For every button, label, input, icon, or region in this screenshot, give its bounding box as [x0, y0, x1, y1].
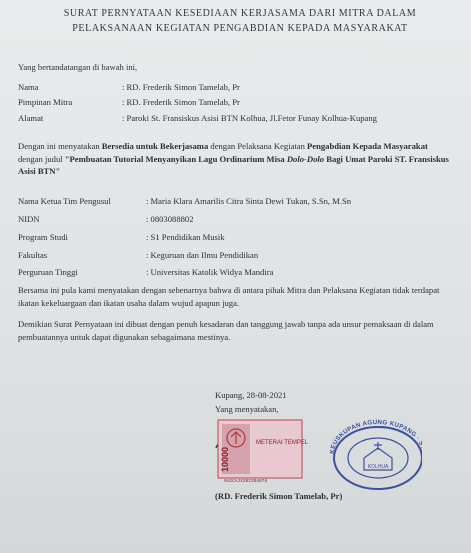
statement-bold: Pengabdian Kepada Masyarakat	[307, 141, 428, 151]
meterai-and-stamp	[212, 414, 422, 490]
nidn-row	[18, 214, 458, 224]
signatory-name-row	[18, 82, 458, 92]
signer-name: (RD. Frederik Simon Tamelab, Pr)	[215, 491, 343, 501]
declarant-label: Yang menyatakan,	[215, 404, 279, 414]
statement-text: dengan Pelaksana Kegiatan	[208, 141, 308, 151]
field-value: : 0803088802	[146, 214, 194, 224]
statement-text: dengan judul	[18, 153, 65, 164]
field-value: : S1 Pendidikan Musik	[146, 232, 225, 242]
statement-bold: Bersedia untuk Bekerjasama	[101, 141, 209, 151]
field-value: : Keguruan dan Ilmu Pendidikan	[146, 250, 259, 260]
team-leader-row	[18, 196, 458, 206]
meterai-label: METERAI TEMPEL	[256, 440, 309, 446]
meterai-icon	[218, 420, 309, 484]
field-value: : Universitas Katolik Widya Mandira	[146, 267, 274, 277]
field-label: Alamat	[18, 113, 44, 123]
title-line-2: PELAKSANAAN KEGIATAN PENGABDIAN KEPADA MASYARAKAT	[72, 23, 408, 34]
closing-paragraph: Demikian Surat Pernyataan ini dibuat dengan penuh kesadaran dan tanggung jawab tanpa ada unsur pemaksaan di dalam pembuatannya untuk dapat digunakan sebagaimana mestinya.	[18, 319, 434, 342]
title-line-1: SURAT PERNYATAAN KESEDIAAN KERJASAMA DARI MITRA DALAM	[63, 8, 417, 19]
field-label: Nama Ketua Tim Pengusul	[18, 196, 111, 206]
field-value: : Paroki St. Fransiskus Asisi BTN Kolhua, Jl.Fetor Funay Kolhua-Kupang	[122, 113, 377, 123]
meterai-serial: 9A2CAJX382304876	[224, 479, 268, 484]
signatory-leader-row	[18, 97, 458, 107]
field-label: NIDN	[18, 214, 40, 224]
stamp-inner-text: KOLHUA	[367, 464, 389, 470]
field-value: : Maria Klara Amarilis Citra Sinta Dewi Tukan, S.Sn, M.Sn	[146, 196, 352, 206]
stamp-ring-text: KEUSKUPAN AGUNG KUPANG ·	[328, 418, 422, 455]
field-label: Perguruan Tinggi	[18, 267, 78, 277]
field-label: Nama	[18, 82, 39, 92]
statement-paragraph	[18, 140, 454, 178]
signatory-address-row	[18, 113, 458, 123]
statement-title-italic: Dolo-Dolo	[286, 153, 325, 164]
meterai-amount: 10000	[220, 446, 230, 472]
place-date: Kupang, 28-08-2021	[215, 390, 287, 400]
field-label: Pimpinan Mitra	[18, 97, 73, 107]
intro-text: Yang bertandatangan di bawah ini,	[18, 62, 138, 72]
field-label: Program Studi	[18, 232, 68, 242]
faculty-row	[18, 250, 458, 260]
field-value: : RD. Frederik Simon Tamelab, Pr	[122, 97, 240, 107]
relationship-paragraph: Bersama ini pula kami menyatakan dengan sebenarnya bahwa di antara pihak Mitra dan Pelaksana Kegiatan tidak terdapat ikatan kekeluargaan dan ikatan usaha dalam wujud apapun juga.	[18, 285, 440, 308]
field-label: Fakultas	[18, 250, 48, 260]
statement-title: Bagi Umat Paroki ST. Fransiskus Asisi BTN"	[18, 153, 449, 176]
field-value: : RD. Frederik Simon Tamelab, Pr	[122, 82, 240, 92]
signature-area	[212, 414, 422, 490]
study-program-row	[18, 232, 458, 242]
letter-title	[20, 6, 460, 36]
university-row	[18, 267, 458, 277]
statement-text: Dengan ini menyatakan	[18, 141, 102, 151]
statement-title: "Pembuatan Tutorial Menyanyikan Lagu Ordinarium Misa	[64, 153, 287, 164]
